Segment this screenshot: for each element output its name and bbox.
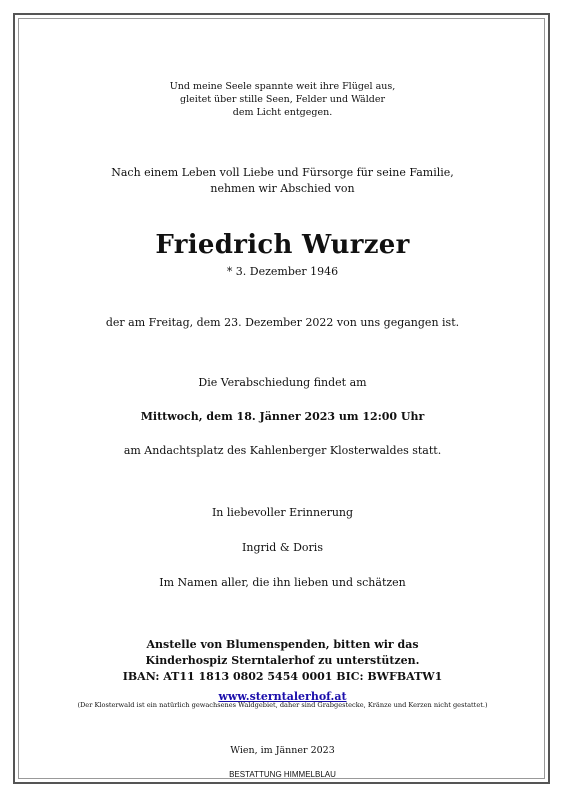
donation-iban: IBAN: AT11 1813 0802 5454 0001 BIC: BWFBATW1 (122, 670, 443, 683)
deceased-name: Friedrich Wurzer (155, 230, 410, 260)
intro-line-2: nehmen wir Abschied von (210, 182, 355, 195)
place-date: Wien, im Jänner 2023 (230, 745, 335, 756)
forest-note: (Der Klosterwald ist ein natürlich gewachsenes Waldgebiet, daher sind Grabgestecke, Kränze und Kerzen nicht gestattet.) (77, 701, 488, 709)
poem-line-2: gleitet über stille Seen, Felder und Wälder (179, 94, 386, 105)
undertaker-name: BESTATTUNG HIMMELBLAU (229, 770, 336, 779)
donation-line-2: Kinderhospiz Sterntalerhof zu unterstützen. (145, 654, 420, 667)
others-line: Im Namen aller, die ihn lieben und schätzen (159, 576, 406, 589)
birth-date: * 3. Dezember 1946 (226, 265, 339, 278)
donation-line-1: Anstelle von Blumenspenden, bitten wir das (146, 638, 419, 651)
poem-line-1: Und meine Seele spannte weit ihre Flügel aus, (169, 81, 396, 92)
farewell-intro: Die Verabschiedung findet am (198, 376, 367, 389)
website-link[interactable]: www.sterntalerhof.at (218, 690, 347, 703)
memory-line: In liebevoller Erinnerung (211, 506, 354, 519)
family-names: Ingrid & Doris (242, 541, 323, 554)
farewell-date-time: Mittwoch, dem 18. Jänner 2023 um 12:00 Uhr (140, 410, 425, 423)
intro-line-1: Nach einem Leben voll Liebe und Fürsorge für seine Familie, (111, 166, 454, 179)
poem-line-3: dem Licht entgegen. (232, 107, 333, 118)
farewell-place: am Andachtsplatz des Kahlenberger Klosterwaldes statt. (123, 444, 442, 457)
death-line: der am Freitag, dem 23. Dezember 2022 von uns gegangen ist. (105, 316, 460, 329)
